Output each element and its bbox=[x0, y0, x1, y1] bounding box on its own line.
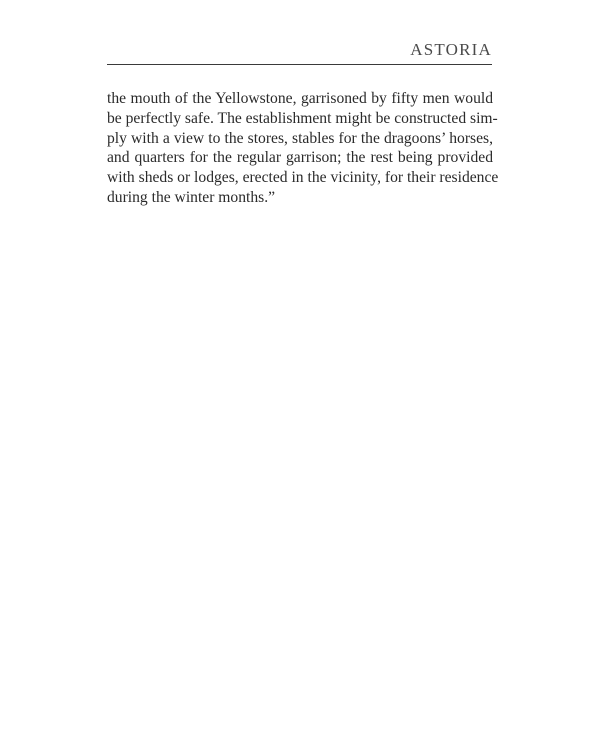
body-paragraph bbox=[107, 89, 499, 208]
text-line: and quarters for the regular garrison; the rest being provided bbox=[107, 149, 493, 167]
text-line: during the winter months.” bbox=[107, 188, 276, 206]
text-line: with sheds or lodges, erected in the vicinity, for their residence bbox=[107, 169, 499, 187]
text-line: the mouth of the Yellowstone, garrisoned by fifty men would bbox=[107, 90, 493, 107]
text-line: ply with a view to the stores, stables for the dragoons’ horses, bbox=[107, 129, 493, 147]
text-line: be perfectly safe. The establishment might be constructed sim- bbox=[107, 109, 498, 127]
running-header bbox=[107, 40, 492, 65]
running-header-title: ASTORIA bbox=[410, 40, 492, 59]
